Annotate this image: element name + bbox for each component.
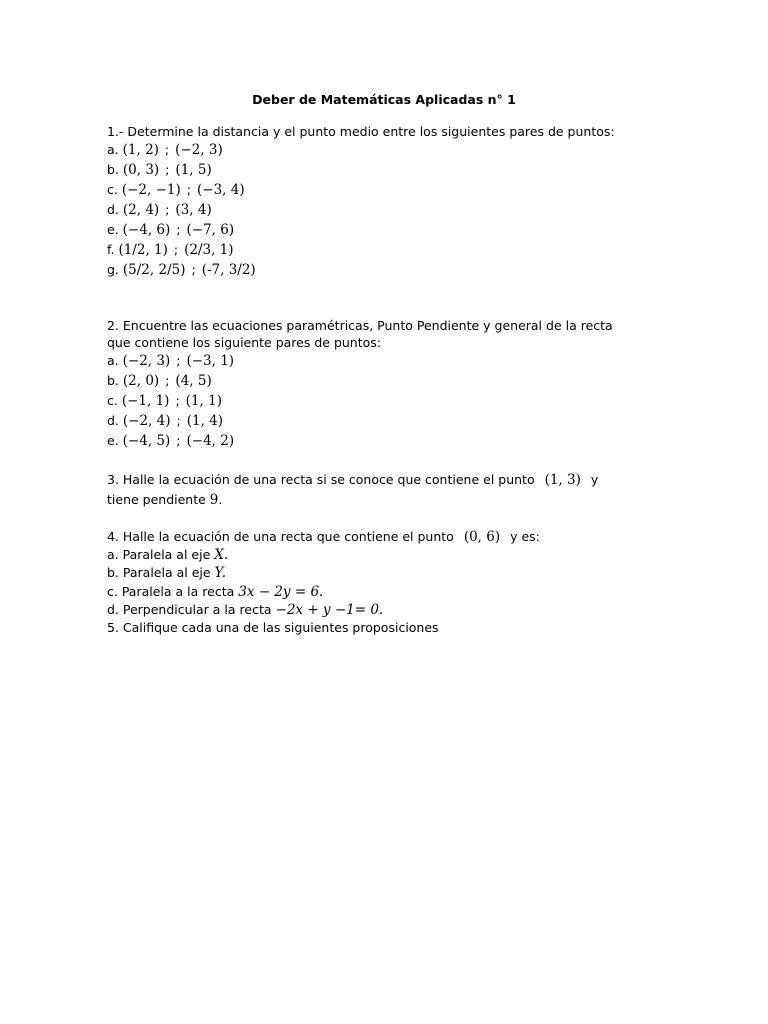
item-label: c. <box>107 393 118 408</box>
question-3-period: . <box>218 492 223 507</box>
point-2: (-7, 3/2) <box>201 262 256 278</box>
list-item <box>107 140 627 160</box>
question-1 <box>107 123 627 280</box>
question-4-item-a <box>107 546 627 564</box>
point-1: (5/2, 2/5) <box>122 262 186 278</box>
point-1: (0, 3) <box>122 162 160 178</box>
question-3-line-1 <box>107 470 627 490</box>
point-2: (−4, 2) <box>186 433 235 449</box>
item-label: d. <box>107 413 119 428</box>
question-2-intro: 2. Encuentre las ecuaciones paramétricas, Punto Pendiente y general de la recta que contiene los siguiente pares de puntos: <box>107 318 613 350</box>
list-item <box>107 391 627 411</box>
point-2: (−3, 1) <box>186 353 235 369</box>
point-2: (−7, 6) <box>186 222 235 238</box>
question-3-slope-value: 9 <box>209 492 219 508</box>
list-item <box>107 431 627 451</box>
separator: ; <box>164 142 170 157</box>
item-label: a. <box>107 353 119 368</box>
point-1: (1/2, 1) <box>118 242 168 258</box>
question-1-intro: 1.- Determine la distancia y el punto medio entre los siguientes pares de puntos: <box>107 124 615 139</box>
item-label: d. <box>107 202 119 217</box>
point-1: (1, 2) <box>122 142 159 158</box>
separator: ; <box>176 222 181 237</box>
point-1: (−4, 5) <box>122 433 171 449</box>
list-item <box>107 180 627 200</box>
point-2: (2/3, 1) <box>184 242 234 258</box>
separator: ; <box>176 433 181 448</box>
item-label: b. <box>107 162 119 177</box>
item-label: e. <box>107 222 119 237</box>
point-1: (2, 0) <box>122 373 160 389</box>
question-3 <box>107 470 627 510</box>
question-4-item-a-math: X. <box>214 547 229 563</box>
question-4-intro <box>107 527 627 546</box>
document-title: Deber de Matemáticas Aplicadas n° 1 <box>252 92 516 107</box>
separator: ; <box>176 413 181 428</box>
point-1: (2, 4) <box>122 202 160 218</box>
point-2: (1, 5) <box>175 162 212 178</box>
question-4-item-a-text: a. Paralela al eje <box>107 547 211 562</box>
list-item <box>107 371 627 391</box>
question-4-text: 4. Halle la ecuación de una recta que contiene el punto <box>107 529 454 544</box>
question-5-text: 5. Califique cada una de las siguientes proposiciones <box>107 620 439 635</box>
point-2: (1, 1) <box>185 393 222 409</box>
question-4-item-c-math: 3x − 2y = 6. <box>238 584 324 600</box>
point-1: (−1, 1) <box>121 393 170 409</box>
question-5 <box>107 619 627 636</box>
question-4-item-d-text: d. Perpendicular a la recta <box>107 602 272 617</box>
question-2-items <box>107 351 627 451</box>
list-item <box>107 220 627 240</box>
list-item <box>107 160 627 180</box>
question-4-item-b-text: b. Paralela al eje <box>107 565 211 580</box>
question-4-item-d-math: −2x + y −1= 0. <box>275 602 384 618</box>
question-4-item-c-text: c. Paralela a la recta <box>107 584 235 599</box>
point-2: (−2, 3) <box>175 142 223 158</box>
point-2: (4, 5) <box>175 373 212 389</box>
item-label: a. <box>107 142 119 157</box>
item-label: f. <box>107 242 115 257</box>
question-3-slope-label: tiene pendiente <box>107 492 206 507</box>
item-label: c. <box>107 182 118 197</box>
list-item <box>107 200 627 220</box>
question-3-text: 3. Halle la ecuación de una recta si se conoce que contiene el punto <box>107 472 535 487</box>
list-item <box>107 240 627 260</box>
separator: ; <box>186 182 191 197</box>
separator: ; <box>165 373 170 388</box>
list-item <box>107 260 627 280</box>
question-2 <box>107 317 627 451</box>
list-item <box>107 351 627 371</box>
point-2: (3, 4) <box>175 202 212 218</box>
list-item <box>107 411 627 431</box>
separator: ; <box>165 202 170 217</box>
question-3-text-y: y <box>590 472 599 487</box>
item-label: g. <box>107 262 119 277</box>
point-1: (−2, −1) <box>121 182 181 198</box>
question-4-item-d <box>107 601 627 619</box>
separator: ; <box>173 242 179 257</box>
question-3-line-2 <box>107 490 627 510</box>
question-3-point: (1, 3) <box>544 472 581 488</box>
point-2: (1, 4) <box>186 413 224 429</box>
question-4-item-b <box>107 564 627 582</box>
question-4-point: (0, 6) <box>463 529 501 545</box>
point-1: (−4, 6) <box>122 222 171 238</box>
point-1: (−2, 4) <box>122 413 171 429</box>
question-4 <box>107 527 627 636</box>
item-label: e. <box>107 433 119 448</box>
question-4-item-c <box>107 582 627 601</box>
point-1: (−2, 3) <box>122 353 171 369</box>
point-2: (−3, 4) <box>196 182 245 198</box>
question-1-items <box>107 140 627 280</box>
question-4-item-b-math: Y. <box>214 565 226 581</box>
separator: ; <box>191 262 196 277</box>
separator: ; <box>176 353 181 368</box>
question-4-text-end: y es: <box>510 529 540 544</box>
item-label: b. <box>107 373 119 388</box>
separator: ; <box>165 162 170 177</box>
separator: ; <box>175 393 180 408</box>
